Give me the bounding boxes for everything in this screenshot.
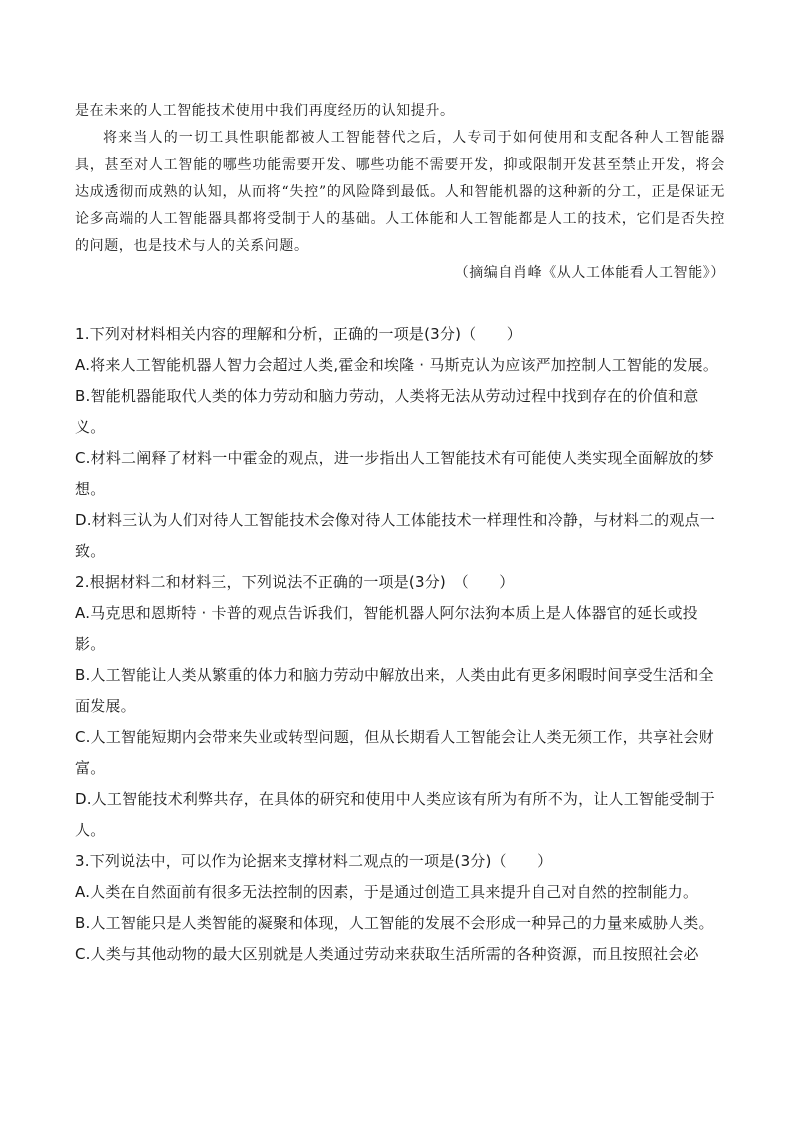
option-b: B.人工智能只是人类智能的凝聚和体现，人工智能的发展不会形成一种异己的力量来威胁人类。 (75, 914, 714, 932)
option-b: B.智能机器能取代人类的体力劳动和脑力劳动，人类将无法从劳动过程中找到存在的价值和意义。 (75, 387, 699, 436)
question-3 (75, 846, 725, 970)
question-stem: 3.下列说法中，可以作为论据来支撑材料二观点的一项是(3分)（ ） (75, 852, 553, 870)
option-c: C.材料二阐释了材料一中霍金的观点，进一步指出人工智能技术有可能使人类实现全面解放的梦想。 (75, 449, 714, 498)
option-a: A.人类在自然面前有很多无法控制的因素，于是通过创造工具来提升自己对自然的控制能力。 (75, 883, 699, 901)
question-1 (75, 319, 725, 567)
passage-source: （摘编自肖峰《从人工体能看人工智能》） (454, 265, 725, 281)
option-a: A.将来人工智能机器人智力会超过人类,霍金和埃隆 · 马斯克认为应该严加控制人工智能的发展。 (75, 356, 719, 374)
option-a: A.马克思和恩斯特 · 卡普的观点告诉我们，智能机器人阿尔法狗本质上是人体器官的延长或投影。 (75, 604, 698, 653)
option-b: B.人工智能让人类从繁重的体力和脑力劳动中解放出来，人类由此有更多闲暇时间享受生活和全面发展。 (75, 666, 714, 715)
reading-passage (75, 98, 725, 287)
question-2 (75, 567, 725, 846)
question-list (75, 319, 725, 970)
question-stem: 2.根据材料二和材料三，下列说法不正确的一项是(3分) （ ） (75, 573, 515, 591)
question-stem: 1.下列对材料相关内容的理解和分析，正确的一项是(3分)（ ） (75, 325, 522, 343)
passage-line: 是在未来的人工智能技术使用中我们再度经历的认知提升。 (75, 103, 455, 119)
option-c: C.人类与其他动物的最大区别就是人类通过劳动来获取生活所需的各种资源，而且按照社会必 (75, 945, 699, 963)
option-d: D.人工智能技术利弊共存，在具体的研究和使用中人类应该有所为有所不为，让人工智能受制于人。 (75, 790, 715, 839)
option-d: D.材料三认为人们对待人工智能技术会像对待人工体能技术一样理性和冷静，与材料二的观点一致。 (75, 511, 715, 560)
passage-paragraph: 将来当人的一切工具性职能都被人工智能替代之后，人专司于如何使用和支配各种人工智能器具，甚至对人工智能的哪些功能需要开发、哪些功能不需要开发，抑或限制开发甚至禁止开发，将会达成透彻而成熟的认知，从而将“失控”的风险降到最低。人和智能机器的这种新的分工，正是保证无论多高端的人工智能器具都将受制于人的基础。人工体能和人工智能都是人工的技术，它们是否失控的问题，也是技术与人的关系问题。 (75, 130, 725, 254)
option-c: C.人工智能短期内会带来失业或转型问题，但从长期看人工智能会让人类无须工作，共享社会财富。 (75, 728, 714, 777)
